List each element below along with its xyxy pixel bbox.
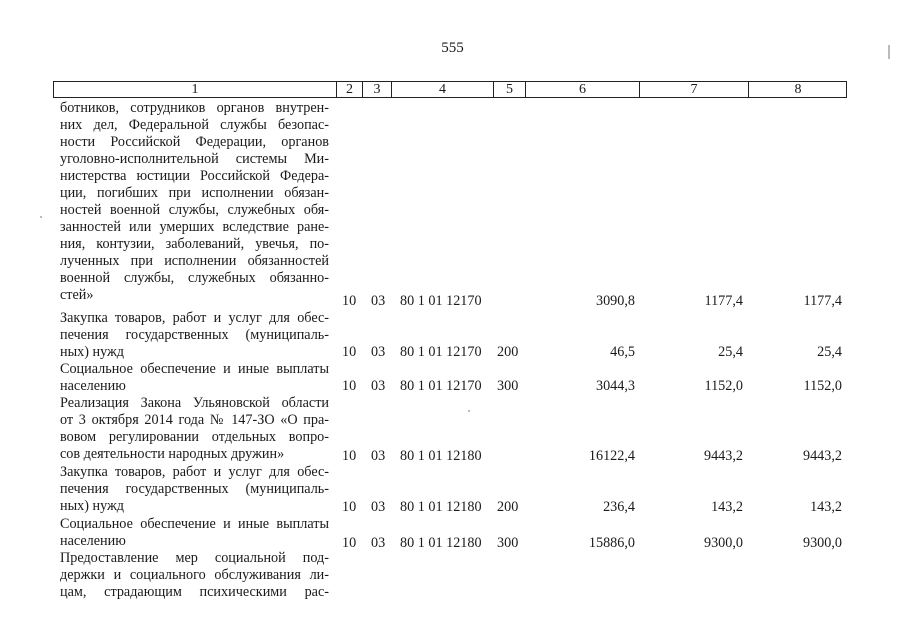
scan-mark (888, 45, 890, 59)
trailing-text-line: Предоставление мер социальной под- (60, 550, 329, 566)
cell-amount-2: 1152,0 (704, 378, 743, 394)
header-col-1: 1 (54, 82, 337, 97)
header-col-3: 3 (363, 82, 392, 97)
row-description-line: от 3 октября 2014 года № 147-ЗО «О пра- (60, 412, 329, 428)
row-description-line: печения государственных (муниципаль- (60, 327, 329, 343)
cell-amount-3: 9300,0 (802, 535, 842, 551)
row-description-line: населению (60, 378, 126, 394)
cell-target-article: 80 1 01 12170 (400, 293, 482, 309)
row-description-line: населению (60, 533, 126, 549)
row-description-line: печения государственных (муниципаль- (60, 481, 329, 497)
cell-amount-3: 1152,0 (803, 378, 842, 394)
row-description-line: Закупка товаров, работ и услуг для обес- (60, 310, 329, 326)
cell-subsection: 03 (371, 499, 386, 515)
cell-subsection: 03 (371, 448, 386, 464)
cell-subsection: 03 (371, 344, 386, 360)
continued-text-line: лученных при исполнении обязанностей (60, 253, 329, 269)
table-header (53, 81, 847, 98)
cell-amount-2: 143,2 (711, 499, 743, 515)
cell-section: 10 (342, 535, 357, 551)
cell-section: 10 (342, 344, 357, 360)
row-description-line: Социальное обеспечение и иные выплаты (60, 361, 329, 377)
cell-section: 10 (342, 293, 357, 309)
cell-amount-2: 1177,4 (704, 293, 743, 309)
cell-amount-2: 9300,0 (703, 535, 743, 551)
cell-section: 10 (342, 378, 357, 394)
cell-subsection: 03 (371, 293, 386, 309)
row-description-line: вовом регулировании отдельных вопро- (60, 429, 329, 445)
header-col-5: 5 (494, 82, 526, 97)
cell-target-article: 80 1 01 12180 (400, 448, 482, 464)
trailing-text-line: цам, страдающим психическими рас- (60, 584, 329, 600)
cell-amount-1: 3044,3 (595, 378, 635, 394)
continued-text-line: военной службы, служебных обязанно- (60, 270, 329, 286)
cell-amount-3: 25,4 (817, 344, 842, 360)
cell-expense-type: 300 (497, 378, 519, 394)
cell-subsection: 03 (371, 378, 386, 394)
cell-target-article: 80 1 01 12180 (400, 535, 482, 551)
cell-expense-type: 300 (497, 535, 519, 551)
cell-amount-1: 16122,4 (588, 448, 635, 464)
continued-text-line: ния, контузии, заболеваний, увечья, по- (60, 236, 329, 252)
continued-text-line: ботников, сотрудников органов внутрен- (60, 100, 329, 116)
cell-amount-1: 236,4 (603, 499, 635, 515)
continued-text-line: занностей или умерших вследствие ране- (60, 219, 329, 235)
cell-amount-2: 25,4 (718, 344, 743, 360)
cell-subsection: 03 (371, 535, 386, 551)
scan-mark (468, 410, 470, 412)
cell-target-article: 80 1 01 12170 (400, 378, 482, 394)
page-number: 555 (441, 40, 464, 56)
scan-mark (40, 216, 42, 218)
cell-target-article: 80 1 01 12180 (400, 499, 482, 515)
cell-expense-type: 200 (497, 344, 519, 360)
row-description-line: Реализация Закона Ульяновской области (60, 395, 329, 411)
cell-amount-1: 15886,0 (588, 535, 635, 551)
continued-text-line: ности Российской Федерации, органов (60, 134, 329, 150)
row-description-line: ных) нужд (60, 498, 125, 514)
header-col-8: 8 (794, 82, 802, 97)
continued-text-line: ции, погибших при исполнении обязан- (60, 185, 329, 201)
cell-amount-1: 3090,8 (595, 293, 635, 309)
row-description-line: Закупка товаров, работ и услуг для обес- (60, 464, 329, 480)
trailing-text-line: держки и социального обслуживания ли- (60, 567, 329, 583)
cell-target-article: 80 1 01 12170 (400, 344, 482, 360)
cell-section: 10 (342, 499, 357, 515)
continued-text-line: уголовно-исполнительной системы Ми- (60, 151, 329, 167)
row-description-line: Социальное обеспечение и иные выплаты (60, 516, 329, 532)
cell-amount-2: 9443,2 (703, 448, 743, 464)
cell-amount-3: 9443,2 (802, 448, 842, 464)
row-description-line: ных) нужд (60, 344, 125, 360)
cell-amount-3: 143,2 (810, 499, 842, 515)
continued-text-line: ностей военной службы, служебных обя- (60, 202, 329, 218)
row-description-line: сов деятельности народных дружин» (60, 446, 285, 462)
continued-text-line: нистерства юстиции Российской Федера- (60, 168, 329, 184)
header-col-4: 4 (392, 82, 494, 97)
cell-amount-3: 1177,4 (803, 293, 842, 309)
header-col-2: 2 (337, 82, 363, 97)
cell-amount-1: 46,5 (610, 344, 635, 360)
header-col-7: 7 (640, 82, 749, 97)
header-col-6: 6 (526, 82, 640, 97)
continued-text-line: них дел, Федеральной службы безопас- (60, 117, 329, 133)
cell-expense-type: 200 (497, 499, 519, 515)
cell-section: 10 (342, 448, 357, 464)
continued-text-line: стей» (60, 287, 94, 303)
